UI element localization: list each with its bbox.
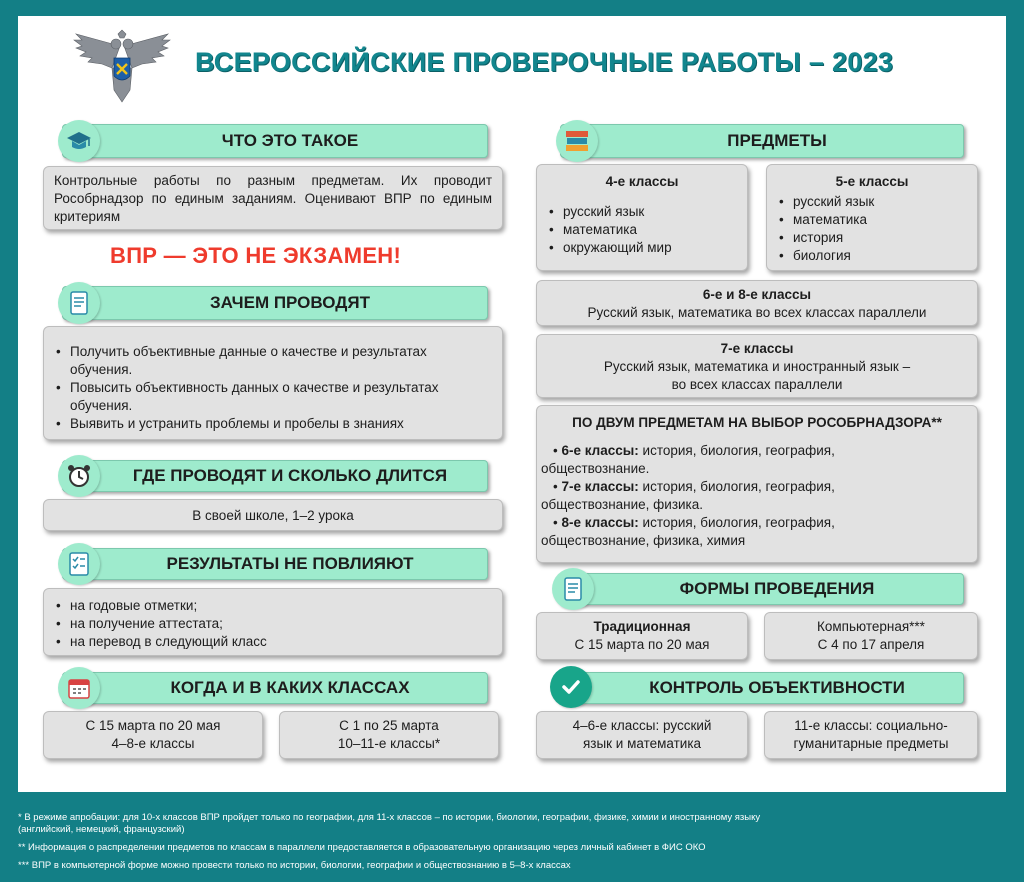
not-exam-banner: ВПР — ЭТО НЕ ЭКЗАМЕН! <box>110 243 402 268</box>
grade7-title: 7-е классы <box>720 341 794 356</box>
choice-subjects: история, биология, география, <box>638 443 835 458</box>
list-item: • на годовые отметки; <box>54 597 492 615</box>
grade5-box <box>766 164 978 271</box>
control-left-box <box>536 711 748 759</box>
grade7-line1: Русский язык, математика и иностранный язык – <box>603 359 911 374</box>
footnote-2: ** Информация о распределении предметов по классам в параллели предоставляется в образовательную организацию через личный кабинет в ФИС ОКО <box>18 842 706 853</box>
when-left-dates: С 15 марта по 20 мая <box>85 718 221 733</box>
choice-subjects-cont: обществознание. <box>541 461 650 476</box>
footnote-3: *** ВПР в компьютерной форме можно провести только по истории, биологии, географии и обществознанию в 5–8-х классах <box>18 860 571 871</box>
books-icon <box>556 120 598 162</box>
list-item: • биология <box>777 247 967 265</box>
choice-subjects: история, биология, география, <box>638 515 835 530</box>
list-item: • русский язык <box>777 193 967 211</box>
list-item: • Получить объективные данные о качестве и результатах обучения. <box>54 343 492 379</box>
alarm-clock-icon <box>58 455 100 497</box>
subjects-header <box>560 124 964 158</box>
list-item: • Повысить объективность данных о качестве и результатах обучения. <box>54 379 492 415</box>
when-right-grades: 10–11-е классы* <box>337 736 441 751</box>
list-item: • математика <box>777 211 967 229</box>
grade68-text: Русский язык, математика во всех классах параллели <box>587 305 927 320</box>
when-right-dates: С 1 по 25 марта <box>339 718 439 733</box>
results-list-box <box>43 588 503 656</box>
what-text: Контрольные работы по разным предметам. Их проводит Рособрнадзор по единым заданиям. Оценивают ВПР по единым критериям <box>54 173 492 224</box>
control-left-line2: язык и математика <box>582 736 702 751</box>
footnote-1-line1: * В режиме апробации: для 10-х классов ВПР пройдет только по географии, для 11-х классов – по истории, биологии, географии, физике, химии и иностранному языку <box>18 812 761 823</box>
form-computer-box <box>764 612 978 660</box>
check-circle-icon <box>550 666 592 708</box>
graduation-cap-icon <box>58 120 100 162</box>
footnote-1-line2: (английский, немецкий, французский) <box>18 824 185 835</box>
control-heading: КОНТРОЛЬ ОБЪЕКТИВНОСТИ <box>649 678 905 697</box>
why-heading: ЗАЧЕМ ПРОВОДЯТ <box>210 293 370 312</box>
grade4-list <box>547 203 737 257</box>
choice-grade: 8-е классы: <box>561 515 639 530</box>
page-title: ВСЕРОССИЙСКИЕ ПРОВЕРОЧНЫЕ РАБОТЫ – 2023 <box>195 47 894 77</box>
when-left-box <box>43 711 263 759</box>
grade7-line2: во всех классах параллели <box>671 377 843 392</box>
control-header <box>560 672 964 704</box>
subjects-heading: ПРЕДМЕТЫ <box>727 131 827 150</box>
grade68-title: 6-е и 8-е классы <box>702 287 812 302</box>
form-traditional-box <box>536 612 748 660</box>
where-text-box <box>43 499 503 531</box>
forms-header <box>560 573 964 605</box>
where-text: В своей школе, 1–2 урока <box>192 508 354 523</box>
forms-heading: ФОРМЫ ПРОВЕДЕНИЯ <box>679 579 875 598</box>
list-item: • история <box>777 229 967 247</box>
form-computer-title: Компьютерная*** <box>817 619 925 634</box>
control-right-box <box>764 711 978 759</box>
form-traditional-dates: С 15 марта по 20 мая <box>574 637 710 652</box>
grade68-box <box>536 280 978 326</box>
list-item: • 8-е классы: история, биология, география, <box>553 515 835 530</box>
when-heading: КОГДА И В КАКИХ КЛАССАХ <box>170 678 410 697</box>
choice-subjects-cont: обществознание, физика. <box>541 497 704 512</box>
results-list <box>54 597 492 651</box>
control-right-line2: гуманитарные предметы <box>793 736 949 751</box>
choice-title: ПО ДВУМ ПРЕДМЕТАМ НА ВЫБОР РОСОБРНАДЗОРА** <box>572 415 942 430</box>
why-list-box <box>43 326 503 440</box>
grade4-title: 4-е классы <box>605 174 679 189</box>
choice-grade: 6-е классы: <box>561 443 639 458</box>
list-item: • 7-е классы: история, биология, география, <box>553 479 835 494</box>
grade5-title: 5-е классы <box>835 174 909 189</box>
when-header <box>62 672 488 704</box>
document-icon <box>552 568 594 610</box>
list-item: • Выявить и устранить проблемы и пробелы в знаниях <box>54 415 492 433</box>
grade7-box <box>536 334 978 398</box>
list-item: • математика <box>547 221 737 239</box>
list-item: • окружающий мир <box>547 239 737 257</box>
choice-box <box>536 405 978 563</box>
form-computer-dates: С 4 по 17 апреля <box>817 637 925 652</box>
results-heading: РЕЗУЛЬТАТЫ НЕ ПОВЛИЯЮТ <box>166 554 414 573</box>
what-text-box <box>43 166 503 230</box>
when-right-box <box>279 711 499 759</box>
calendar-icon <box>58 667 100 709</box>
eagle-emblem-icon <box>72 28 172 106</box>
grade4-box <box>536 164 748 271</box>
why-header <box>62 286 488 320</box>
choice-grade: 7-е классы: <box>561 479 639 494</box>
list-item: • на получение аттестата; <box>54 615 492 633</box>
choice-subjects-cont: обществознание, физика, химия <box>541 533 746 548</box>
what-heading: ЧТО ЭТО ТАКОЕ <box>221 131 359 150</box>
when-left-grades: 4–8-е классы <box>111 736 195 751</box>
list-item: • русский язык <box>547 203 737 221</box>
document-icon <box>58 282 100 324</box>
footnote-1 <box>18 812 1008 836</box>
control-left-line1: 4–6-е классы: русский <box>572 718 712 733</box>
form-traditional-title: Традиционная <box>593 619 691 634</box>
where-heading: ГДЕ ПРОВОДЯТ И СКОЛЬКО ДЛИТСЯ <box>132 466 448 485</box>
control-right-line1: 11-е классы: социально- <box>794 718 948 733</box>
results-header <box>62 548 488 580</box>
checklist-icon <box>58 543 100 585</box>
list-item: • 6-е классы: история, биология, география, <box>553 443 835 458</box>
list-item: • на перевод в следующий класс <box>54 633 492 651</box>
choice-subjects: история, биология, география, <box>638 479 835 494</box>
where-header <box>62 460 488 492</box>
why-list <box>54 343 492 433</box>
grade5-list <box>777 193 967 265</box>
what-header <box>62 124 488 158</box>
